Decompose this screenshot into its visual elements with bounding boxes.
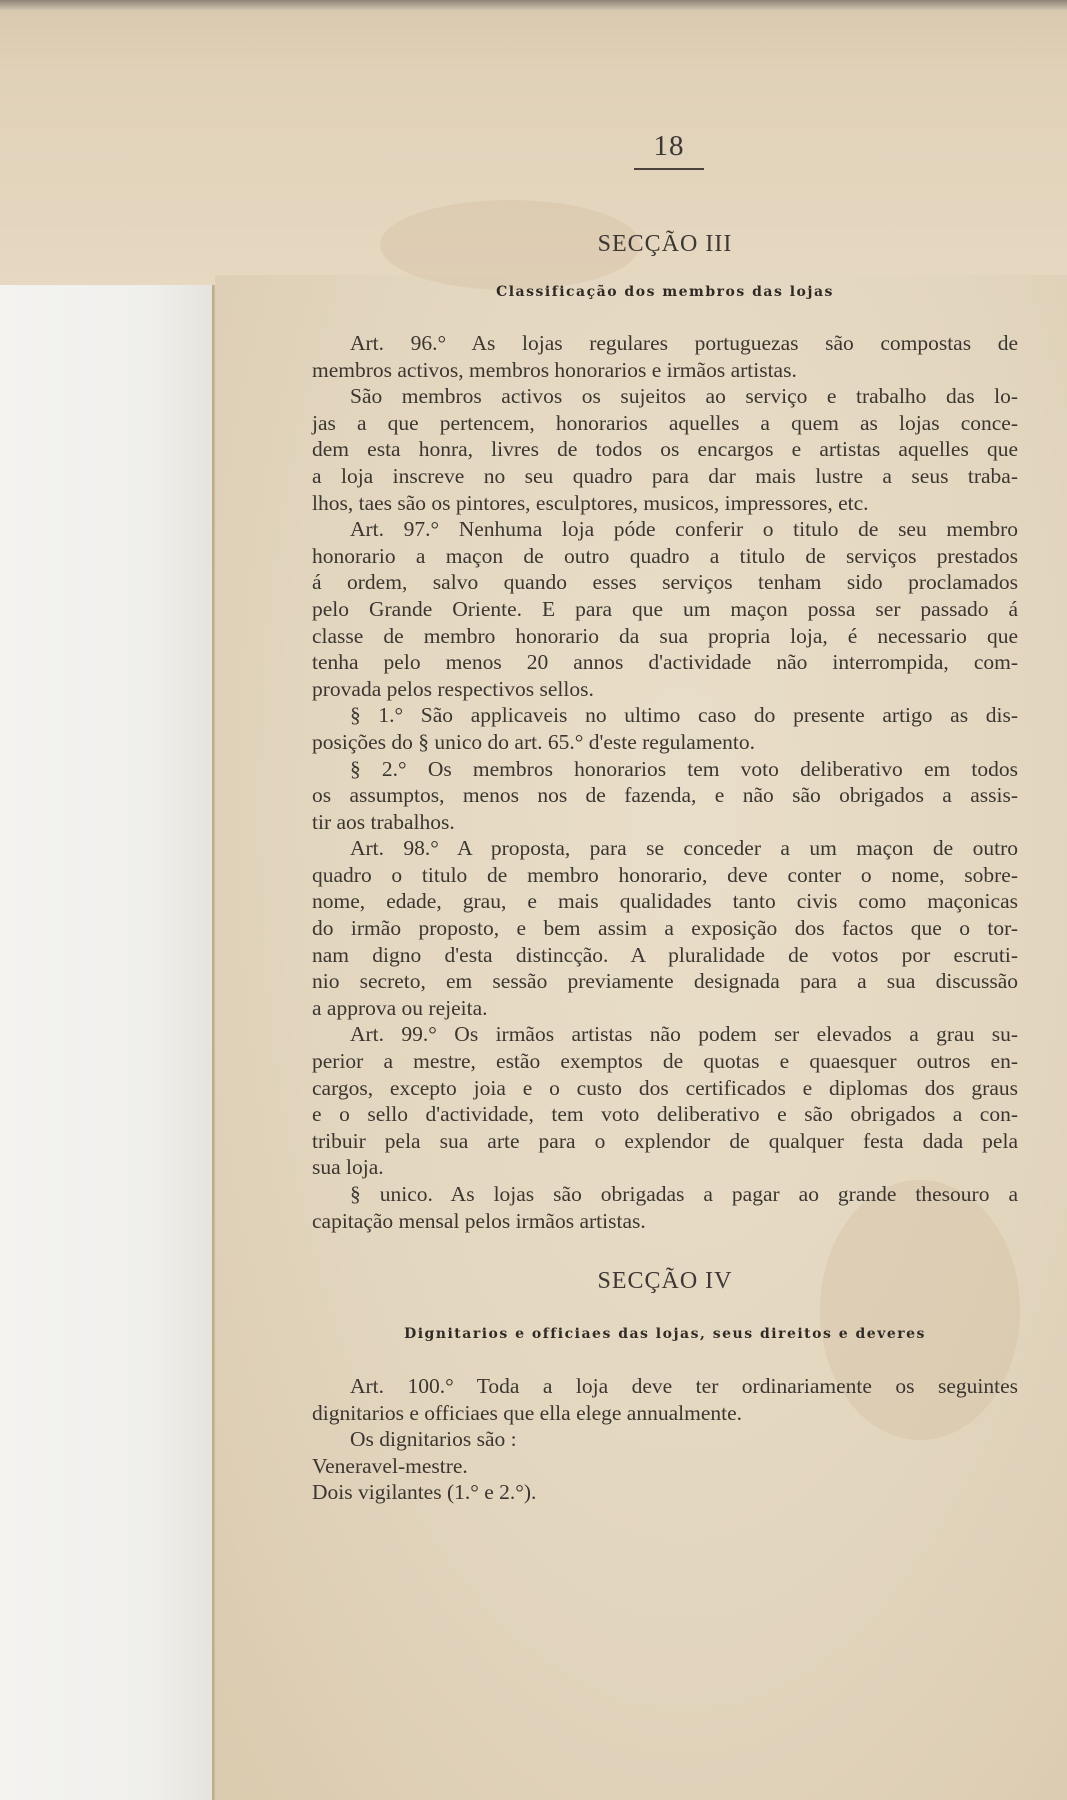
text-line: pelo Grande Oriente. E para que um maçon possa ser passado á [312, 596, 1018, 621]
text-line: tir aos trabalhos. [312, 809, 455, 834]
text-line: sua loja. [312, 1155, 384, 1180]
under-page [0, 250, 215, 1800]
text-line: Os dignitarios são : [350, 1427, 517, 1452]
section-subheading: Dignitarios e officiaes das lojas, seus direitos e deveres [404, 1326, 926, 1342]
top-crease [0, 0, 1067, 10]
text-line: do irmão proposto, e bem assim a exposição dos factos que o tor- [312, 916, 1018, 941]
text-line: cargos, excepto joia e o custo dos certificados e diplomas dos graus [312, 1075, 1018, 1100]
page-fold-line [212, 285, 215, 1800]
text-line: § 2.° Os membros honorarios tem voto deliberativo em todos [350, 756, 1018, 781]
text-line: Veneravel-mestre. [312, 1453, 468, 1478]
text-line: nam digno d'esta distincção. A pluralidade de votos por escruti- [312, 942, 1018, 967]
text-line: lhos, taes são os pintores, esculptores, musicos, impressores, etc. [312, 490, 869, 515]
text-line: a loja inscreve no seu quadro para dar mais lustre a seus traba- [312, 463, 1018, 488]
section-heading: SECÇÃO III [597, 231, 733, 257]
section-subheading: Classificação dos membros das lojas [496, 284, 834, 300]
section-heading: SECÇÃO IV [597, 1268, 733, 1294]
text-line: honorario a maçon de outro quadro a titulo de serviços prestados [312, 543, 1018, 568]
text-line: e o sello d'actividade, tem voto deliberativo e são obrigados a con- [312, 1102, 1018, 1127]
text-line: os assumptos, menos nos de fazenda, e não são obrigados a assis- [312, 783, 1018, 808]
text-line: provada pelos respectivos sellos. [312, 676, 594, 701]
text-line: posições do § unico do art. 65.° d'este regulamento. [312, 729, 755, 754]
text-line: classe de membro honorario da sua propria loja, é necessario que [312, 623, 1018, 648]
text-line: tenha pelo menos 20 annos d'actividade não interrompida, com- [312, 650, 1018, 675]
page-number: 18 [653, 130, 685, 162]
text-line: São membros activos os sujeitos ao serviço e trabalho das lo- [350, 384, 1018, 409]
text-line: jas a que pertencem, honorarios aquelles a quem as lojas conce- [312, 410, 1018, 435]
text-line: capitação mensal pelos irmãos artistas. [312, 1208, 646, 1233]
text-line: § 1.° São applicaveis no ultimo caso do presente artigo as dis- [350, 703, 1018, 728]
text-line: nio secreto, em sessão previamente designada para a sua discussão [312, 969, 1018, 994]
text-line: Art. 96.° As lojas regulares portuguezas são compostas de [350, 331, 1018, 355]
text-line: § unico. As lojas são obrigadas a pagar ao grande thesouro a [350, 1182, 1018, 1206]
text-line: dem esta honra, livres de todos os encargos e artistas aquelles que [312, 437, 1018, 462]
page-number-rule [634, 168, 704, 170]
text-line: Art. 100.° Toda a loja deve ter ordinariamente os seguintes [350, 1374, 1018, 1398]
text-line: perior a mestre, estão exemptos de quotas e quaesquer outros en- [312, 1049, 1018, 1074]
text-line: membros activos, membros honorarios e irmãos artistas. [312, 357, 797, 382]
text-line: nome, edade, grau, e mais qualidades tanto civis como maçonicas [312, 889, 1018, 914]
text-line: Dois vigilantes (1.° e 2.°). [312, 1480, 537, 1505]
text-line: Art. 98.° A proposta, para se conceder a um maçon de outro [350, 836, 1018, 861]
text-line: Art. 99.° Os irmãos artistas não podem ser elevados a grau su- [350, 1022, 1018, 1047]
text-line: Art. 97.° Nenhuma loja póde conferir o titulo de seu membro [350, 517, 1018, 542]
section-body [312, 1373, 1018, 1506]
text-line: quadro o titulo de membro honorario, deve conter o nome, sobre- [312, 862, 1018, 887]
text-line: á ordem, salvo quando esses serviços tenham sido proclamados [312, 570, 1018, 595]
section-body [312, 330, 1018, 1234]
text-line: dignitarios e officiaes que ella elege annualmente. [312, 1400, 743, 1425]
text-line: tribuir pela sua arte para o explendor de qualquer festa dada pela [312, 1128, 1018, 1153]
text-line: a approva ou rejeita. [312, 995, 488, 1020]
